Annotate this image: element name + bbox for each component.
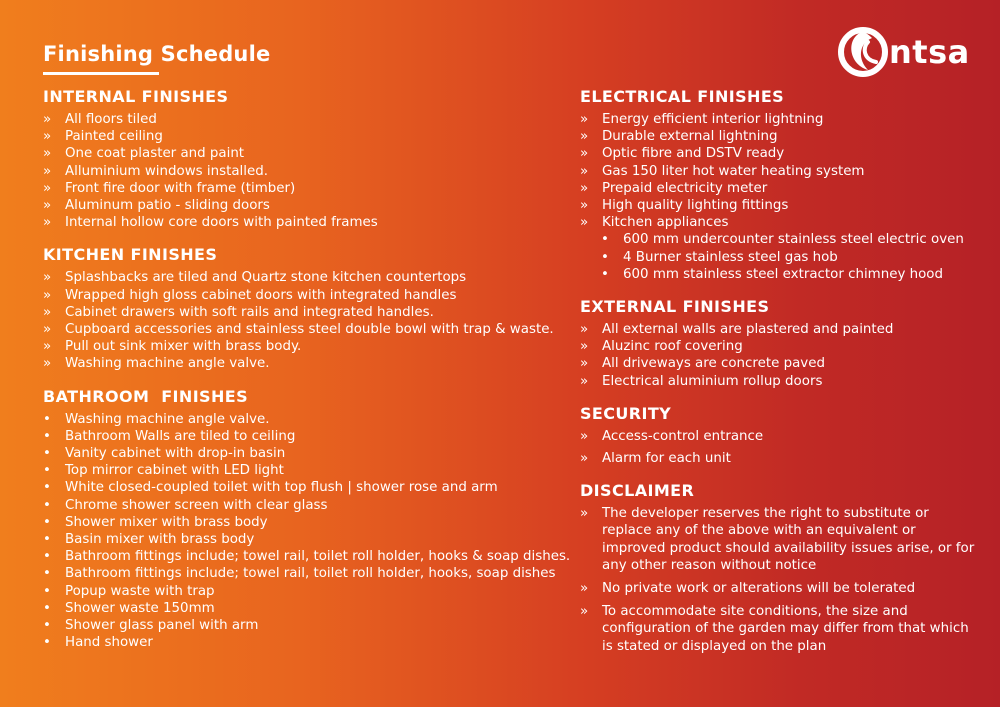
list-item: » To accommodate site conditions, the size and configuration of the garden may differ from that which is stated or displayed on the plan [580, 604, 969, 654]
dot-bullet-icon: • [43, 549, 51, 565]
arrow-bullet-icon: » [43, 322, 52, 338]
brand-logo [838, 22, 978, 82]
list-item: • Hand shower [43, 635, 153, 651]
arrow-bullet-icon: » [580, 339, 589, 355]
list-item: » Durable external lightning [580, 129, 778, 145]
arrow-bullet-icon: » [43, 215, 52, 231]
list-item: » Aluzinc roof covering [580, 339, 743, 355]
dot-bullet-icon: • [601, 249, 609, 265]
list-item: » The developer reserves the right to substitute or replace any of the above with an equivalent or improved product should availability issues arise, or for any other reason without notice [580, 506, 975, 573]
list-item: » Access-control entrance [580, 428, 764, 444]
list-item: • Bathroom fittings include; towel rail, toilet roll holder, hooks & soap dishes. [43, 549, 571, 565]
arrow-bullet-icon: » [580, 356, 589, 372]
arrow-bullet-icon: » [580, 428, 589, 444]
brand-logo-text: ntsa [889, 33, 970, 71]
arrow-bullet-icon: » [580, 146, 589, 162]
arrow-bullet-icon: » [43, 180, 52, 196]
list-item: » Pull out sink mixer with brass body. [43, 339, 302, 355]
list-item: » All external walls are plastered and painted [580, 322, 894, 338]
brand-swirl-icon [838, 24, 888, 80]
arrow-bullet-icon: » [580, 163, 589, 179]
list-item: • 600 mm undercounter stainless steel electric oven [601, 232, 964, 248]
security-heading: SECURITY [580, 403, 672, 423]
kitchen-finishes-list [43, 269, 568, 372]
list-item: » One coat plaster and paint [43, 146, 245, 162]
list-item: » Cupboard accessories and stainless steel double bowl with trap & waste. [43, 322, 554, 338]
electrical-finishes-heading: ELECTRICAL FINISHES [580, 87, 785, 106]
dot-bullet-icon: • [601, 266, 609, 282]
arrow-bullet-icon: » [580, 129, 589, 145]
list-item: » No private work or alterations will be tolerated [580, 581, 916, 597]
arrow-bullet-icon: » [580, 373, 589, 389]
disclaimer-heading: DISCLAIMER [580, 481, 695, 501]
dot-bullet-icon: • [43, 600, 51, 616]
arrow-bullet-icon: » [580, 604, 589, 620]
arrow-bullet-icon: » [43, 112, 52, 127]
list-item: » Optic fibre and DSTV ready [580, 146, 785, 162]
dot-bullet-icon: • [43, 446, 51, 462]
list-item: » Energy efficient interior lightning [580, 112, 824, 127]
page-title: Finishing Schedule [43, 42, 271, 66]
list-item: • Chrome shower screen with clear glass [43, 497, 328, 513]
list-item: » Splashbacks are tiled and Quartz stone kitchen countertops [43, 270, 467, 286]
arrow-bullet-icon: » [580, 322, 589, 338]
left-column [43, 87, 571, 651]
bathroom-finishes-heading: BATHROOM FINISHES [43, 386, 249, 406]
list-item: • Shower mixer with brass body [43, 514, 268, 530]
arrow-bullet-icon: » [43, 356, 52, 372]
dot-bullet-icon: • [43, 480, 51, 496]
list-item: » Alarm for each unit [580, 451, 731, 467]
list-item: » Front fire door with frame (timber) [43, 180, 296, 196]
disclaimer-list [580, 505, 980, 655]
internal-finishes-list [43, 111, 568, 231]
list-item: • Bathroom fittings include; towel rail, toilet roll holder, hooks, soap dishes [43, 566, 556, 582]
arrow-bullet-icon: » [580, 451, 589, 467]
arrow-bullet-icon: » [580, 506, 589, 522]
list-item: • White closed-coupled toilet with top flush | shower rose and arm [43, 480, 498, 496]
dot-bullet-icon: • [43, 411, 51, 427]
arrow-bullet-icon: » [43, 339, 52, 355]
list-item: » Alluminium windows installed. [43, 163, 268, 179]
right-column [580, 87, 980, 655]
list-item: » Electrical aluminium rollup doors [580, 373, 823, 389]
list-item: » Cabinet drawers with soft rails and integrated handles. [43, 304, 434, 320]
arrow-bullet-icon: » [580, 215, 589, 231]
list-item: » Washing machine angle valve. [43, 356, 270, 372]
list-item: » Prepaid electricity meter [580, 180, 768, 196]
list-item: • Washing machine angle valve. [43, 411, 270, 427]
dot-bullet-icon: • [43, 618, 51, 634]
list-item: » All driveways are concrete paved [580, 356, 825, 372]
list-item: • Shower waste 150mm [43, 600, 215, 616]
list-item: » Gas 150 liter hot water heating system [580, 163, 865, 179]
list-item: » Painted ceiling [43, 129, 163, 145]
dot-bullet-icon: • [43, 428, 51, 444]
title-underline [43, 72, 159, 75]
list-item: » Kitchen appliances [580, 215, 729, 231]
dot-bullet-icon: • [601, 232, 609, 248]
dot-bullet-icon: • [43, 566, 51, 582]
list-item: » Internal hollow core doors with painted frames [43, 215, 378, 231]
electrical-finishes-list [580, 111, 980, 231]
arrow-bullet-icon: » [43, 287, 52, 303]
arrow-bullet-icon: » [580, 198, 589, 214]
list-item: • 4 Burner stainless steel gas hob [601, 249, 838, 265]
dot-bullet-icon: • [43, 514, 51, 530]
list-item: • Popup waste with trap [43, 583, 215, 599]
list-item: • 600 mm stainless steel extractor chimney hood [601, 266, 943, 282]
list-item: • Bathroom Walls are tiled to ceiling [43, 428, 296, 444]
kitchen-appliances-list [580, 231, 980, 283]
list-item: » All floors tiled [43, 112, 157, 127]
arrow-bullet-icon: » [580, 112, 589, 127]
list-item: • Vanity cabinet with drop-in basin [43, 446, 286, 462]
arrow-bullet-icon: » [43, 129, 52, 145]
list-item: • Shower glass panel with arm [43, 618, 259, 634]
arrow-bullet-icon: » [43, 198, 52, 214]
list-item: » Aluminum patio - sliding doors [43, 198, 270, 214]
internal-finishes-heading: INTERNAL FINISHES [43, 87, 229, 106]
arrow-bullet-icon: » [43, 146, 52, 162]
list-item: » Wrapped high gloss cabinet doors with integrated handles [43, 287, 457, 303]
external-finishes-list [580, 321, 980, 390]
dot-bullet-icon: • [43, 497, 51, 513]
security-list [580, 428, 980, 467]
list-item: • Top mirror cabinet with LED light [43, 463, 284, 479]
external-finishes-heading: EXTERNAL FINISHES [580, 297, 770, 317]
dot-bullet-icon: • [43, 532, 51, 548]
arrow-bullet-icon: » [43, 270, 52, 286]
list-item: • Basin mixer with brass body [43, 532, 255, 548]
arrow-bullet-icon: » [43, 304, 52, 320]
dot-bullet-icon: • [43, 583, 51, 599]
bathroom-finishes-list [43, 411, 571, 652]
dot-bullet-icon: • [43, 635, 51, 651]
list-item: » High quality lighting fittings [580, 198, 789, 214]
arrow-bullet-icon: » [43, 163, 52, 179]
arrow-bullet-icon: » [580, 581, 589, 597]
arrow-bullet-icon: » [580, 180, 589, 196]
kitchen-finishes-heading: KITCHEN FINISHES [43, 245, 218, 265]
dot-bullet-icon: • [43, 463, 51, 479]
